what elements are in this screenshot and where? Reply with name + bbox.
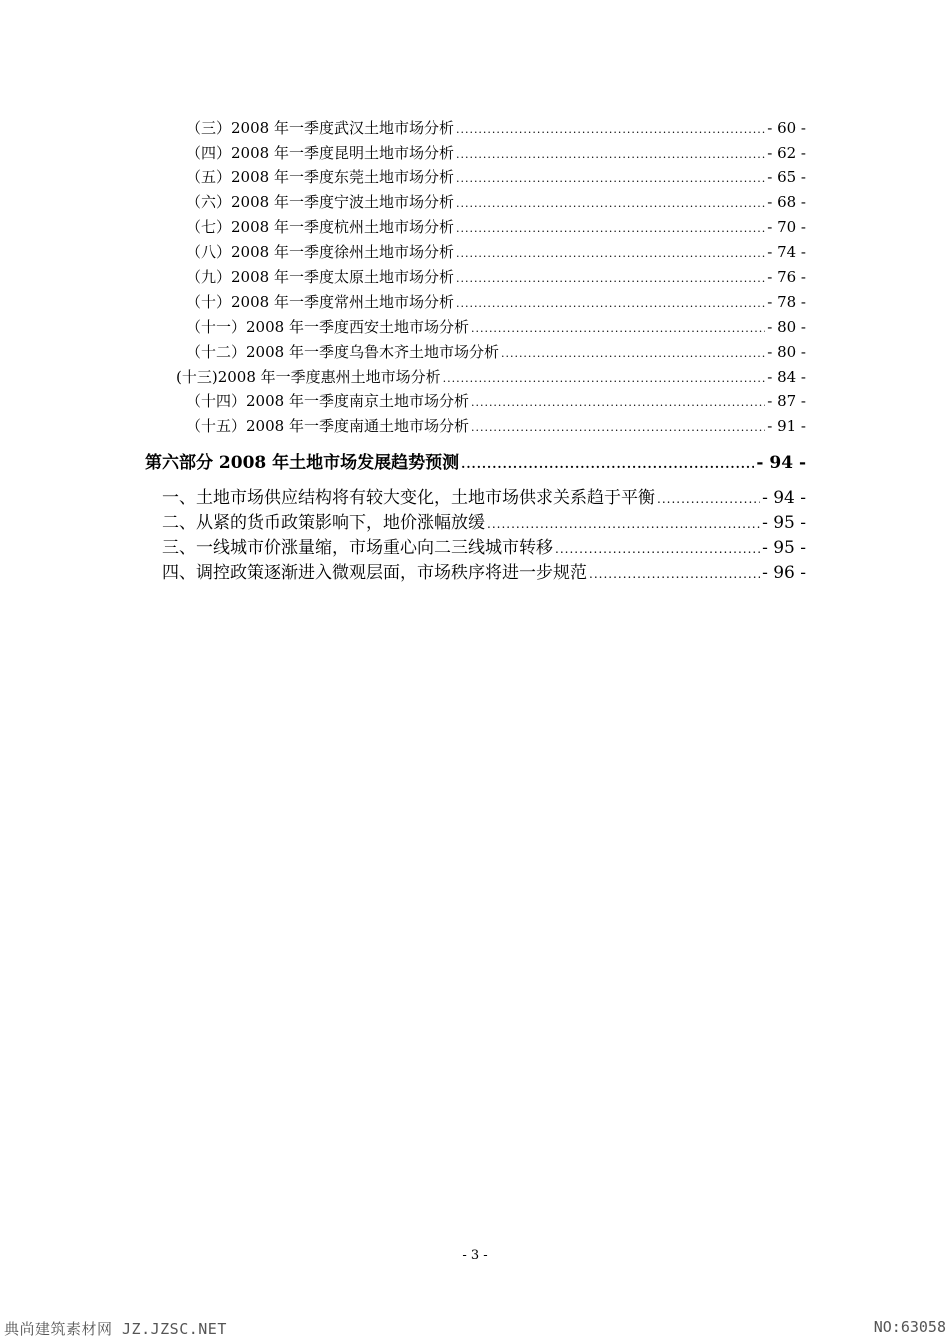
toc-leader-dots (471, 421, 765, 434)
toc-leader-dots (456, 222, 765, 235)
toc-leader-dots (471, 322, 765, 335)
toc-entry-page: - 60 - (767, 119, 806, 137)
toc-entry-page: - 65 - (767, 168, 806, 186)
page-number: - 3 - (462, 1248, 488, 1263)
toc-section[interactable] (162, 483, 806, 507)
toc-entry-label: （八）2008 年一季度徐州土地市场分析 (186, 243, 454, 261)
toc-entry-page: - 62 - (767, 144, 806, 162)
toc-leader-dots (501, 347, 765, 360)
toc-entry-page: - 95 - (762, 513, 806, 533)
toc-leader-dots (456, 297, 765, 310)
toc-entry[interactable] (186, 241, 806, 261)
toc-entry-label: （四）2008 年一季度昆明土地市场分析 (186, 144, 454, 162)
watermark-site: 典尚建筑素材网 JZ.JZSC.NET (4, 1320, 227, 1338)
toc-entry-label: 四、调控政策逐渐进入微观层面，市场秩序将进一步规范 (162, 563, 587, 583)
toc-entry-label: 一、土地市场供应结构将有较大变化，土地市场供求关系趋于平衡 (162, 488, 655, 508)
toc-leader-dots (456, 172, 765, 185)
toc-leader-dots (456, 247, 765, 260)
toc-entry-page: - 91 - (767, 417, 806, 435)
toc-section[interactable] (162, 508, 806, 532)
toc-entry[interactable] (186, 216, 806, 236)
toc-entry-page: - 94 - (756, 453, 806, 473)
toc-entry-label: （十二）2008 年一季度乌鲁木齐土地市场分析 (186, 343, 499, 361)
toc-entry[interactable] (176, 366, 806, 386)
toc-leader-dots (657, 492, 760, 506)
toc-leader-dots (487, 517, 760, 531)
toc-entry-label: 二、从紧的货币政策影响下，地价涨幅放缓 (162, 513, 485, 533)
toc-entry-page: - 80 - (767, 343, 806, 361)
toc-entry-label: （五）2008 年一季度东莞土地市场分析 (186, 168, 454, 186)
toc-leader-dots (443, 372, 766, 385)
toc-entry-page: - 76 - (767, 268, 806, 286)
toc-entry-page: - 96 - (762, 563, 806, 583)
toc-entry-page: - 87 - (767, 392, 806, 410)
toc-entry[interactable] (186, 191, 806, 211)
toc-entry-page: - 68 - (767, 193, 806, 211)
toc-leader-dots (456, 148, 765, 161)
toc-entry-label: （六）2008 年一季度宁波土地市场分析 (186, 193, 454, 211)
toc-leader-dots (589, 567, 760, 581)
toc-entry[interactable] (186, 117, 806, 137)
toc-entry[interactable] (186, 166, 806, 186)
toc-entry-label: （三）2008 年一季度武汉土地市场分析 (186, 119, 454, 137)
toc-entry[interactable] (186, 266, 806, 286)
toc-entry-label: (十三)2008 年一季度惠州土地市场分析 (176, 368, 441, 386)
toc-entry-label: （七）2008 年一季度杭州土地市场分析 (186, 218, 454, 236)
toc-entry[interactable] (186, 291, 806, 311)
toc-entry-page: - 84 - (767, 368, 806, 386)
toc-entry-label: （十四）2008 年一季度南京土地市场分析 (186, 392, 469, 410)
toc-entry-label: （十五）2008 年一季度南通土地市场分析 (186, 417, 469, 435)
toc-entry[interactable] (186, 415, 806, 435)
toc-leader-dots (461, 457, 754, 471)
watermark-number: NO:63058 (873, 1318, 946, 1336)
toc-leader-dots (456, 123, 765, 136)
toc-entry-page: - 78 - (767, 293, 806, 311)
toc-section[interactable] (162, 533, 806, 557)
toc-entry-label: （十一）2008 年一季度西安土地市场分析 (186, 318, 469, 336)
toc-entry-page: - 95 - (762, 538, 806, 558)
toc-entry[interactable] (186, 316, 806, 336)
toc-part-heading[interactable] (145, 448, 806, 472)
toc-entry-page: - 80 - (767, 318, 806, 336)
toc-entry-page: - 74 - (767, 243, 806, 261)
toc-entry[interactable] (186, 341, 806, 361)
toc-leader-dots (471, 396, 765, 409)
toc-entry-page: - 94 - (762, 488, 806, 508)
toc-entry-page: - 70 - (767, 218, 806, 236)
toc-entry-label: （十）2008 年一季度常州土地市场分析 (186, 293, 454, 311)
toc-entry-label: （九）2008 年一季度太原土地市场分析 (186, 268, 454, 286)
toc-section[interactable] (162, 558, 806, 582)
toc-entry-label: 三、一线城市价涨量缩，市场重心向二三线城市转移 (162, 538, 553, 558)
toc-leader-dots (456, 197, 765, 210)
toc-entry[interactable] (186, 390, 806, 410)
toc-leader-dots (555, 542, 760, 556)
toc-entry[interactable] (186, 142, 806, 162)
toc-entry-label: 第六部分 2008 年土地市场发展趋势预测 (145, 453, 460, 473)
toc-leader-dots (456, 272, 765, 285)
